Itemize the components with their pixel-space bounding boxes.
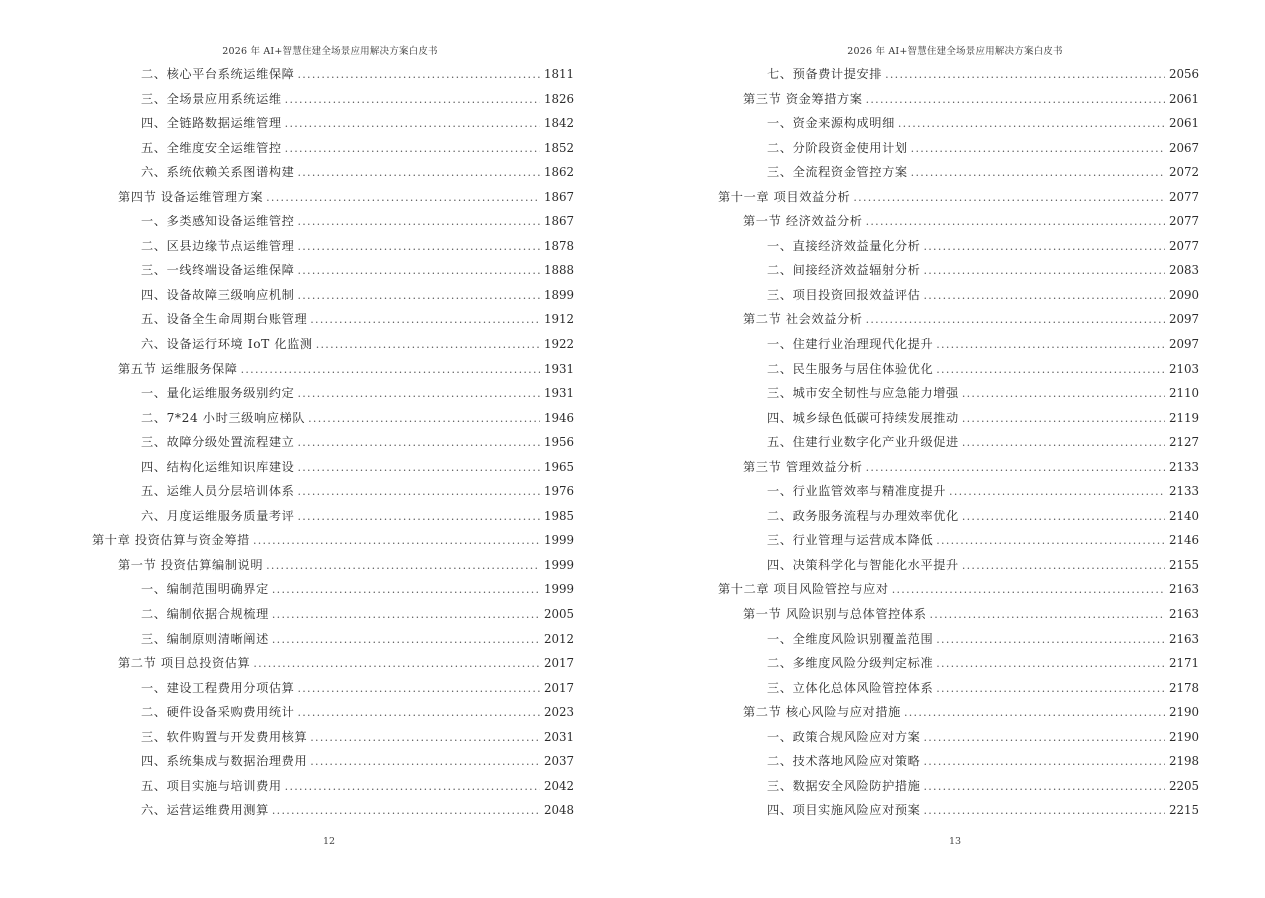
dot-leader xyxy=(310,308,540,333)
toc-entry-title: 七、预备费计提安排 xyxy=(767,67,883,81)
toc-entry-title: 五、住建行业数字化产业升级促进 xyxy=(767,435,959,450)
toc-entry-page-number: 2077 xyxy=(1168,189,1199,204)
toc-entry-title: 四、系统集成与数据治理费用 xyxy=(141,754,308,769)
dot-leader xyxy=(923,235,1165,260)
dot-leader xyxy=(898,112,1165,137)
toc-entry-title: 二、技术落地风险应对策略 xyxy=(767,754,921,769)
toc-entry-title: 一、量化运维服务级别约定 xyxy=(141,386,295,401)
table-of-contents xyxy=(718,62,1199,823)
dot-leader xyxy=(866,210,1165,235)
toc-entry-title: 四、城乡绿色低碳可持续发展推动 xyxy=(767,410,959,425)
toc-entry-page-number: 2205 xyxy=(1168,778,1199,793)
dot-leader xyxy=(285,775,540,800)
toc-entry-title: 第十一章 项目效益分析 xyxy=(718,189,851,204)
toc-entry-subsection[interactable] xyxy=(92,455,574,480)
toc-entry-subsection[interactable] xyxy=(718,332,1199,357)
toc-entry-subsection[interactable] xyxy=(92,87,574,112)
dot-leader xyxy=(297,235,540,260)
toc-entry-title: 三、全场景应用系统运维 xyxy=(141,91,282,106)
toc-entry-title: 四、决策科学化与智能化水平提升 xyxy=(767,557,959,572)
toc-entry-title: 第三节 管理效益分析 xyxy=(743,459,863,474)
toc-entry-title: 一、直接经济效益量化分析 xyxy=(767,238,921,253)
toc-entry-title: 五、全维度安全运维管控 xyxy=(141,140,282,155)
dot-leader xyxy=(297,480,540,505)
dot-leader xyxy=(316,333,540,358)
toc-entry-title: 一、编制范围明确界定 xyxy=(141,582,269,597)
toc-entry-page-number: 2163 xyxy=(1168,631,1199,646)
toc-entry-page-number: 1912 xyxy=(543,312,574,327)
toc-entry-title: 三、全流程资金管控方案 xyxy=(767,165,908,180)
toc-entry-page-number: 2190 xyxy=(1168,705,1199,720)
toc-entry-page-number: 2017 xyxy=(543,656,574,671)
dot-leader xyxy=(904,701,1165,726)
toc-entry-subsection[interactable] xyxy=(718,749,1199,774)
toc-entry-page-number: 1985 xyxy=(543,508,574,523)
toc-entry-title: 三、数据安全风险防护措施 xyxy=(767,778,921,793)
toc-entry-subsection[interactable] xyxy=(718,62,1199,87)
toc-entry-page-number: 2077 xyxy=(1168,238,1199,253)
toc-entry-title: 一、政策合规风险应对方案 xyxy=(767,729,921,744)
toc-entry-subsection[interactable] xyxy=(92,136,574,161)
toc-entry-title: 第十二章 项目风险管控与应对 xyxy=(718,582,889,597)
page-number: 13 xyxy=(948,836,962,847)
dot-leader xyxy=(285,112,540,137)
dot-leader xyxy=(266,186,540,211)
toc-entry-page-number: 2198 xyxy=(1168,754,1199,769)
toc-entry-page-number: 1931 xyxy=(543,361,574,376)
dot-leader xyxy=(297,210,540,235)
dot-leader xyxy=(892,578,1165,603)
toc-entry-title: 三、城市安全韧性与应急能力增强 xyxy=(767,386,959,401)
toc-entry-page-number: 2017 xyxy=(543,680,574,695)
toc-entry-page-number: 2215 xyxy=(1168,803,1199,818)
dot-leader xyxy=(310,750,540,775)
dot-leader xyxy=(936,358,1165,383)
toc-entry-page-number: 1965 xyxy=(543,459,574,474)
toc-entry-title: 二、区县边缘节点运维管理 xyxy=(141,238,295,253)
toc-entry-title: 三、编制原则清晰阐述 xyxy=(141,631,269,646)
toc-entry-page-number: 2163 xyxy=(1168,607,1199,622)
toc-entry-title: 三、故障分级处置流程建立 xyxy=(141,435,295,450)
dot-leader xyxy=(923,284,1165,309)
toc-entry-title: 第五节 运维服务保障 xyxy=(118,361,238,376)
toc-entry-title: 二、硬件设备采购费用统计 xyxy=(141,705,295,720)
toc-entry-page-number: 2037 xyxy=(543,754,574,769)
toc-entry-subsection[interactable] xyxy=(92,160,574,185)
toc-entry-page-number: 2171 xyxy=(1168,656,1199,671)
toc-entry-page-number: 1956 xyxy=(543,435,574,450)
toc-entry-title: 三、软件购置与开发费用核算 xyxy=(141,729,308,744)
toc-entry-page-number: 2023 xyxy=(543,705,574,720)
toc-entry-section[interactable] xyxy=(718,602,1199,627)
toc-entry-subsection[interactable] xyxy=(718,258,1199,283)
dot-leader xyxy=(923,775,1165,800)
toc-entry-page-number: 2110 xyxy=(1168,386,1199,401)
dot-leader xyxy=(936,529,1165,554)
toc-entry-page-number: 2031 xyxy=(543,729,574,744)
toc-entry-subsection[interactable] xyxy=(718,627,1199,652)
toc-entry-page-number: 2133 xyxy=(1168,459,1199,474)
toc-entry-page-number: 1867 xyxy=(543,214,574,229)
toc-entry-title: 五、项目实施与培训费用 xyxy=(141,778,282,793)
toc-entry-page-number: 2103 xyxy=(1168,361,1199,376)
toc-entry-subsection[interactable] xyxy=(718,406,1199,431)
toc-entry-subsection[interactable] xyxy=(718,798,1199,823)
toc-entry-title: 第二节 社会效益分析 xyxy=(743,312,863,327)
toc-entry-subsection[interactable] xyxy=(718,528,1199,553)
dot-leader xyxy=(272,603,540,628)
toc-entry-section[interactable] xyxy=(92,357,574,382)
toc-entry-page-number: 1976 xyxy=(543,484,574,499)
dot-leader xyxy=(923,799,1165,824)
dot-leader xyxy=(285,88,540,113)
toc-entry-section[interactable] xyxy=(718,87,1199,112)
toc-entry-subsection[interactable] xyxy=(92,602,574,627)
toc-entry-subsection[interactable] xyxy=(92,749,574,774)
running-header: 2026 年 AI+智慧住建全场景应用解决方案白皮书 xyxy=(222,46,438,57)
toc-entry-subsection[interactable] xyxy=(718,136,1199,161)
dot-leader xyxy=(911,161,1165,186)
toc-entry-title: 一、资金来源构成明细 xyxy=(767,116,895,131)
toc-entry-subsection[interactable] xyxy=(92,430,574,455)
dot-leader xyxy=(272,628,540,653)
dot-leader xyxy=(962,382,1165,407)
toc-entry-page-number: 1999 xyxy=(543,582,574,597)
dot-leader xyxy=(297,161,540,186)
toc-entry-title: 四、设备故障三级响应机制 xyxy=(141,287,295,302)
toc-entry-page-number: 2178 xyxy=(1168,680,1199,695)
toc-entry-page-number: 2042 xyxy=(543,778,574,793)
toc-entry-page-number: 2127 xyxy=(1168,435,1199,450)
page-number: 12 xyxy=(322,836,336,847)
toc-entry-title: 第四节 设备运维管理方案 xyxy=(118,189,264,204)
toc-entry-page-number: 2012 xyxy=(543,631,574,646)
toc-entry-page-number: 1931 xyxy=(543,386,574,401)
toc-entry-page-number: 1946 xyxy=(543,410,574,425)
toc-entry-subsection[interactable] xyxy=(718,430,1199,455)
dot-leader xyxy=(936,333,1165,358)
dot-leader xyxy=(962,505,1165,530)
toc-entry-title: 二、间接经济效益辐射分析 xyxy=(767,263,921,278)
toc-entry-subsection[interactable] xyxy=(718,651,1199,676)
running-header: 2026 年 AI+智慧住建全场景应用解决方案白皮书 xyxy=(847,46,1063,57)
dot-leader xyxy=(923,726,1165,751)
toc-entry-subsection[interactable] xyxy=(92,234,574,259)
toc-entry-page-number: 1862 xyxy=(543,165,574,180)
toc-entry-subsection[interactable] xyxy=(92,676,574,701)
toc-entry-title: 六、运营运维费用测算 xyxy=(141,803,269,818)
toc-entry-title: 二、核心平台系统运维保障 xyxy=(141,67,295,81)
toc-entry-title: 二、分阶段资金使用计划 xyxy=(767,140,908,155)
dot-leader xyxy=(853,186,1165,211)
toc-entry-chapter[interactable] xyxy=(718,577,1199,602)
dot-leader xyxy=(297,259,540,284)
toc-entry-page-number: 2077 xyxy=(1168,214,1199,229)
toc-entry-subsection[interactable] xyxy=(718,774,1199,799)
toc-entry-page-number: 2097 xyxy=(1168,312,1199,327)
table-of-contents xyxy=(92,62,574,823)
toc-entry-title: 第三节 资金筹措方案 xyxy=(743,91,863,106)
toc-entry-section[interactable] xyxy=(92,553,574,578)
toc-entry-subsection[interactable] xyxy=(92,283,574,308)
dot-leader xyxy=(253,529,540,554)
toc-entry-subsection[interactable] xyxy=(92,504,574,529)
toc-page-right xyxy=(632,0,1265,898)
toc-entry-page-number: 2146 xyxy=(1168,533,1199,548)
toc-entry-subsection[interactable] xyxy=(718,283,1199,308)
dot-leader xyxy=(272,578,540,603)
toc-entry-subsection[interactable] xyxy=(92,406,574,431)
toc-entry-title: 二、民生服务与居住体验优化 xyxy=(767,361,934,376)
toc-entry-page-number: 2097 xyxy=(1168,337,1199,352)
toc-entry-title: 三、一线终端设备运维保障 xyxy=(141,263,295,278)
toc-entry-title: 第十章 投资估算与资金筹措 xyxy=(92,533,250,548)
toc-entry-page-number: 1899 xyxy=(543,287,574,302)
toc-entry-page-number: 2119 xyxy=(1168,410,1199,425)
toc-entry-title: 四、全链路数据运维管理 xyxy=(141,116,282,131)
toc-entry-subsection[interactable] xyxy=(92,479,574,504)
toc-entry-title: 第二节 核心风险与应对措施 xyxy=(743,705,901,720)
toc-entry-section[interactable] xyxy=(718,455,1199,480)
toc-entry-page-number: 2048 xyxy=(543,803,574,818)
toc-entry-subsection[interactable] xyxy=(718,676,1199,701)
toc-entry-subsection[interactable] xyxy=(718,553,1199,578)
toc-entry-page-number: 2005 xyxy=(543,607,574,622)
dot-leader xyxy=(297,431,540,456)
toc-entry-title: 一、建设工程费用分项估算 xyxy=(141,680,295,695)
dot-leader xyxy=(866,88,1165,113)
toc-entry-page-number: 1826 xyxy=(543,91,574,106)
toc-entry-title: 二、多维度风险分级判定标准 xyxy=(767,656,934,671)
dot-leader xyxy=(936,628,1165,653)
dot-leader xyxy=(266,554,540,579)
toc-entry-subsection[interactable] xyxy=(92,111,574,136)
toc-entry-subsection[interactable] xyxy=(92,725,574,750)
toc-entry-subsection[interactable] xyxy=(718,479,1199,504)
toc-entry-subsection[interactable] xyxy=(718,725,1199,750)
toc-entry-title: 第一节 风险识别与总体管控体系 xyxy=(743,607,927,622)
dot-leader xyxy=(923,259,1165,284)
toc-entry-page-number: 1811 xyxy=(543,67,574,81)
dot-leader xyxy=(962,431,1165,456)
dot-leader xyxy=(310,726,540,751)
toc-entry-page-number: 2056 xyxy=(1168,67,1199,81)
dot-leader xyxy=(936,652,1165,677)
dot-leader xyxy=(866,456,1165,481)
toc-entry-title: 三、项目投资回报效益评估 xyxy=(767,287,921,302)
toc-entry-subsection[interactable] xyxy=(92,381,574,406)
toc-entry-page-number: 2090 xyxy=(1168,287,1199,302)
toc-entry-page-number: 2061 xyxy=(1168,91,1199,106)
toc-entry-page-number: 2140 xyxy=(1168,508,1199,523)
toc-entry-page-number: 1878 xyxy=(543,238,574,253)
toc-entry-title: 六、月度运维服务质量考评 xyxy=(141,508,295,523)
toc-entry-subsection[interactable] xyxy=(92,258,574,283)
toc-entry-subsection[interactable] xyxy=(92,627,574,652)
dot-leader xyxy=(308,407,540,432)
toc-entry-subsection[interactable] xyxy=(718,504,1199,529)
dot-leader xyxy=(297,677,540,702)
toc-entry-title: 六、设备运行环境 IoT 化监测 xyxy=(141,337,313,352)
dot-leader xyxy=(272,799,540,824)
toc-entry-title: 第二节 项目总投资估算 xyxy=(118,656,251,671)
dot-leader xyxy=(930,603,1165,628)
toc-entry-chapter[interactable] xyxy=(718,185,1199,210)
toc-entry-title: 一、住建行业治理现代化提升 xyxy=(767,337,934,352)
toc-entry-section[interactable] xyxy=(718,307,1199,332)
toc-entry-page-number: 1867 xyxy=(543,189,574,204)
toc-entry-subsection[interactable] xyxy=(718,357,1199,382)
toc-entry-title: 二、7*24 小时三级响应梯队 xyxy=(141,410,306,425)
toc-entry-page-number: 2190 xyxy=(1168,729,1199,744)
toc-entry-title: 四、项目实施风险应对预案 xyxy=(767,803,921,818)
toc-entry-title: 三、立体化总体风险管控体系 xyxy=(767,680,934,695)
toc-entry-subsection[interactable] xyxy=(92,700,574,725)
toc-entry-title: 四、结构化运维知识库建设 xyxy=(141,459,295,474)
toc-entry-title: 一、多类感知设备运维管控 xyxy=(141,214,295,229)
dot-leader xyxy=(297,505,540,530)
toc-entry-subsection[interactable] xyxy=(718,234,1199,259)
toc-entry-subsection[interactable] xyxy=(718,111,1199,136)
toc-entry-subsection[interactable] xyxy=(718,160,1199,185)
dot-leader xyxy=(885,63,1165,88)
toc-entry-title: 第一节 投资估算编制说明 xyxy=(118,557,264,572)
dot-leader xyxy=(297,456,540,481)
toc-entry-section[interactable] xyxy=(92,185,574,210)
toc-entry-page-number: 2163 xyxy=(1168,582,1199,597)
toc-entry-subsection[interactable] xyxy=(92,798,574,823)
dot-leader xyxy=(297,382,540,407)
toc-entry-page-number: 1922 xyxy=(543,337,574,352)
dot-leader xyxy=(911,137,1165,162)
toc-entry-subsection[interactable] xyxy=(92,209,574,234)
toc-entry-page-number: 1842 xyxy=(543,116,574,131)
toc-entry-page-number: 2072 xyxy=(1168,165,1199,180)
toc-entry-title: 五、设备全生命周期台账管理 xyxy=(141,312,308,327)
dot-leader xyxy=(866,308,1165,333)
toc-entry-page-number: 2133 xyxy=(1168,484,1199,499)
dot-leader xyxy=(949,480,1165,505)
toc-entry-page-number: 2083 xyxy=(1168,263,1199,278)
toc-entry-subsection[interactable] xyxy=(92,307,574,332)
toc-entry-title: 一、全维度风险识别覆盖范围 xyxy=(767,631,934,646)
dot-leader xyxy=(962,554,1165,579)
toc-entry-page-number: 2067 xyxy=(1168,140,1199,155)
dot-leader xyxy=(962,407,1165,432)
dot-leader xyxy=(285,137,540,162)
toc-entry-title: 第一节 经济效益分析 xyxy=(743,214,863,229)
toc-entry-page-number: 2155 xyxy=(1168,557,1199,572)
toc-entry-subsection[interactable] xyxy=(92,332,574,357)
dot-leader xyxy=(297,63,540,88)
toc-entry-title: 五、运维人员分层培训体系 xyxy=(141,484,295,499)
toc-entry-subsection[interactable] xyxy=(718,381,1199,406)
toc-entry-page-number: 1852 xyxy=(543,140,574,155)
toc-entry-title: 二、编制依据合规梳理 xyxy=(141,607,269,622)
toc-entry-subsection[interactable] xyxy=(92,62,574,87)
toc-entry-subsection[interactable] xyxy=(92,774,574,799)
dot-leader xyxy=(297,284,540,309)
toc-entry-section[interactable] xyxy=(718,700,1199,725)
dot-leader xyxy=(297,701,540,726)
dot-leader xyxy=(241,358,540,383)
toc-entry-page-number: 1999 xyxy=(543,533,574,548)
toc-entry-title: 二、政务服务流程与办理效率优化 xyxy=(767,508,959,523)
toc-page-left xyxy=(0,0,632,898)
toc-entry-page-number: 1888 xyxy=(543,263,574,278)
toc-entry-subsection[interactable] xyxy=(92,577,574,602)
toc-entry-title: 六、系统依赖关系图谱构建 xyxy=(141,165,295,180)
toc-entry-title: 一、行业监管效率与精准度提升 xyxy=(767,484,947,499)
toc-entry-page-number: 2061 xyxy=(1168,116,1199,131)
toc-entry-section[interactable] xyxy=(718,209,1199,234)
toc-entry-page-number: 1999 xyxy=(543,557,574,572)
toc-entry-section[interactable] xyxy=(92,651,574,676)
toc-entry-chapter[interactable] xyxy=(92,528,574,553)
toc-entry-title: 三、行业管理与运营成本降低 xyxy=(767,533,934,548)
dot-leader xyxy=(923,750,1165,775)
dot-leader xyxy=(253,652,540,677)
dot-leader xyxy=(936,677,1165,702)
